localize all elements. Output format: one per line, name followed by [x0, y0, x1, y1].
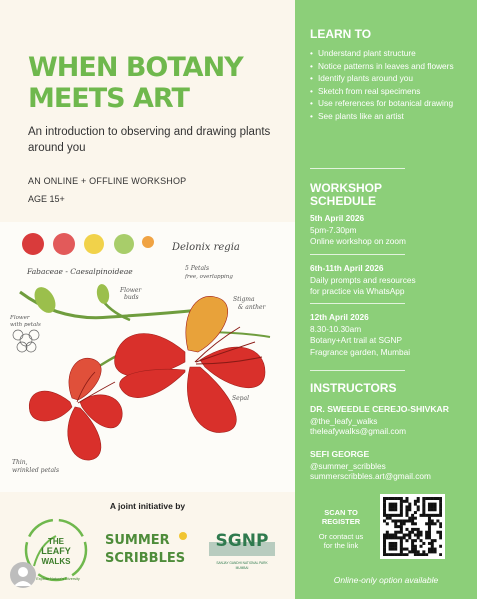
svg-text:SANJAY GANDHI NATIONAL PARK: SANJAY GANDHI NATIONAL PARK — [216, 561, 268, 565]
divider — [310, 303, 405, 304]
sgnp-logo — [207, 522, 277, 572]
svg-text:SCRIBBLES: SCRIBBLES — [105, 551, 186, 566]
family-label: Fabaceae - Caesalpinoideae — [27, 267, 133, 276]
scan-to-register: SCAN TO REGISTER Or contact us for the link — [318, 508, 364, 550]
age-limit: AGE 15+ — [28, 194, 65, 204]
svg-text:SUMMER: SUMMER — [105, 533, 170, 548]
instructors-heading: INSTRUCTORS — [310, 381, 397, 395]
learn-heading: LEARN TO — [310, 27, 372, 41]
initiative-label: A joint initiative by — [109, 501, 186, 511]
list-item: • Identify plants around you — [310, 72, 472, 85]
svg-text:WALKS: WALKS — [41, 557, 71, 566]
note-side: Flower — [10, 315, 30, 321]
page-title: WHEN BOTANY MEETS ART — [28, 52, 243, 114]
summer-scribbles-logo — [103, 528, 193, 568]
subtitle: An introduction to observing and drawing plants around you — [28, 126, 271, 154]
schedule-heading: WORKSHOP SCHEDULE — [310, 181, 382, 208]
svg-text:LEAFY: LEAFY — [41, 546, 71, 556]
schedule-item: 5th April 2026 5pm-7.30pm Online workshop on zoom — [310, 213, 406, 246]
online-only-note: Online-only option available — [333, 575, 439, 585]
swatch-red-1 — [22, 233, 44, 255]
swatch-yellow — [84, 234, 104, 254]
svg-text:with petals: with petals — [10, 322, 41, 328]
list-item: • See plants like an artist — [310, 110, 472, 123]
qr-code[interactable] — [380, 494, 445, 559]
note-stigma: Stigma — [233, 296, 255, 303]
list-item: • Notice patterns in leaves and flowers — [310, 60, 472, 73]
note-petals: 5 Petals — [185, 265, 210, 272]
swatch-red-2 — [53, 233, 75, 255]
svg-text:SGNP: SGNP — [215, 531, 269, 551]
divider — [310, 254, 405, 255]
instructor-card: SEFI GEORGE @summer_scribbles summerscribbles.art@gmail.com — [310, 449, 431, 481]
svg-text:Explore Nature's Diversity: Explore Nature's Diversity — [36, 577, 80, 581]
instructor-card: DR. SWEEDLE CEREJO-SHIVKAR @the_leafy_walks theleafywalks@gmail.com — [310, 404, 449, 436]
flower-right — [115, 296, 265, 432]
workshop-format: AN ONLINE + OFFLINE WORKSHOP — [28, 176, 187, 186]
svg-text:THE: THE — [48, 537, 64, 546]
learn-list — [310, 47, 472, 123]
swatch-green — [114, 234, 134, 254]
svg-text:wrinkled petals: wrinkled petals — [12, 467, 60, 474]
swatch-orange — [142, 236, 154, 248]
note-sepal: Sepal — [232, 395, 249, 402]
avatar[interactable] — [10, 562, 36, 588]
schedule-item: 6th-11th April 2026 Daily prompts and resources for practice via WhatsApp — [310, 263, 416, 296]
botanical-illustration — [0, 222, 295, 492]
svg-text:MUMBAI: MUMBAI — [235, 566, 249, 570]
right-panel — [295, 0, 477, 599]
partners-section — [0, 496, 295, 599]
svg-text:free, overlapping: free, overlapping — [185, 274, 233, 280]
divider — [310, 370, 405, 371]
svg-text:buds: buds — [124, 294, 139, 301]
schedule-item: 12th April 2026 8.30-10.30am Botany+Art trail at SGNP Fragrance garden, Mumbai — [310, 312, 411, 357]
note-buds: Flower — [120, 287, 142, 294]
svg-text:& anther: & anther — [238, 304, 266, 311]
note-thin: Thin, — [12, 459, 28, 466]
bud-2 — [95, 283, 110, 305]
flower-left — [29, 358, 122, 460]
sketch-flower — [13, 330, 39, 352]
divider — [310, 168, 405, 169]
list-item: • Sketch from real specimens — [310, 85, 472, 98]
list-item: • Use references for botanical drawing — [310, 97, 472, 110]
species-label: Delonix regia — [172, 242, 240, 253]
list-item: • Understand plant structure — [310, 47, 472, 60]
